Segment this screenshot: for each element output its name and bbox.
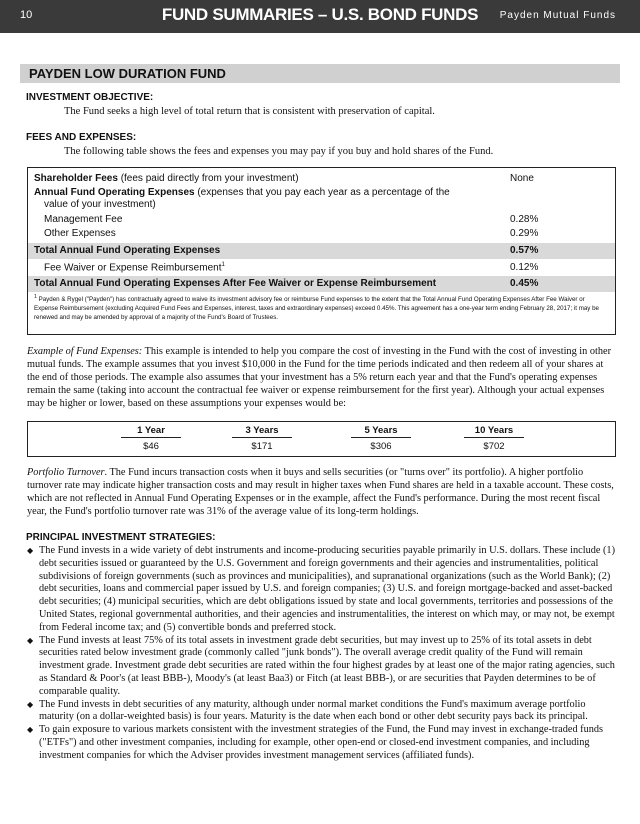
- bullet-icon: ◆: [27, 635, 34, 645]
- example-text: This example is intended to help you compare the cost of investing in the Fund with the cost of investing in other mutual funds. The example assumes that you invest $10,000 in the Fund for the time periods indicated and then redeem all of your shares at the end of those periods. The example also assumes that your investment has a 5% return each year and that the Fund's operating expenses remain the same (taking into account the contractual fee waiver or expense reimbursement for the first year). Although your actual expenses may be higher or lower, based on these assumptions your expenses would be:: [27, 346, 612, 409]
- net-expenses-value: 0.45%: [510, 278, 539, 289]
- turnover-text: . The Fund incurs transaction costs when it buys and sells securities (or "turns over" its portfolio). A higher portfolio turnover rate may indicate higher transaction costs and may result in higher taxes when Fund shares are held in a taxable account. These costs, which are not reflected in Annual Fund Operating Expenses or in the example, affect the Fund's performance. During the most recent fiscal year, the Fund's portfolio turnover rate was 31% of the average value of its long-term holdings.: [27, 467, 614, 517]
- section-title: FUND SUMMARIES – U.S. BOND FUNDS: [161, 5, 479, 24]
- turnover-lead: Portfolio Turnover: [27, 467, 105, 478]
- strategy-text: The Fund invests at least 75% of its total assets in investment grade debt securities, but may invest up to 25% of its total assets in debt securities rated below investment grade (commonly called "junk bonds"). The overall average credit quality of the Fund will remain investment grade. Investment grade debt securities are rated within the four highest grades by at least one of the major rating agencies, such as Standard & Poor's (at least BBB-), Moody's (at least Baa3) or Fitch (at least BBB-), or are securities that Payden determines to be of comparable quality.: [39, 634, 615, 697]
- example-lead: Example of Fund Expenses:: [27, 346, 143, 357]
- footnote-mark: 1: [34, 294, 37, 300]
- management-fee-label: Management Fee: [44, 214, 123, 225]
- page-number: 10: [20, 9, 33, 21]
- shareholder-fees-label: Shareholder Fees: [34, 173, 118, 184]
- annual-expenses-note-row: [28, 197, 615, 213]
- total-expenses-row: [28, 243, 615, 259]
- list-item: [27, 724, 617, 762]
- shareholder-fees-note: (fees paid directly from your investment): [117, 173, 299, 184]
- annual-expenses-label: Annual Fund Operating Expenses: [34, 187, 195, 198]
- other-expenses-label: Other Expenses: [44, 228, 116, 239]
- annual-expenses-note-cont: value of your investment): [44, 199, 156, 210]
- strategies-list: [27, 545, 617, 763]
- cost-header-10yr: 10 Years: [464, 425, 524, 438]
- other-expenses-row: [28, 226, 615, 242]
- cost-header-5yr: 5 Years: [351, 425, 411, 438]
- fee-waiver-row: [28, 260, 615, 276]
- cost-header-1yr: 1 Year: [121, 425, 181, 438]
- fees-intro: The following table shows the fees and expenses you may pay if you buy and hold shares of the Fund.: [64, 146, 494, 157]
- cost-value-1yr: $46: [143, 441, 159, 452]
- objective-heading: INVESTMENT OBJECTIVE:: [26, 92, 154, 103]
- strategy-text: The Fund invests in debt securities of any maturity, although under normal market conditions the Fund's maximum average portfolio maturity (on a dollar-weighted basis) is four years. Maturity is the date when each bond or other debt security pays back its principal.: [39, 698, 588, 723]
- fee-waiver-value: 0.12%: [510, 262, 539, 273]
- list-item: [27, 635, 617, 699]
- fee-waiver-sup: 1: [221, 262, 225, 268]
- brand-name: Payden Mutual Funds: [499, 10, 616, 21]
- net-expenses-label: Total Annual Fund Operating Expenses After Fee Waiver or Expense Reimbursement: [34, 278, 437, 289]
- shareholder-fees-value: None: [510, 173, 534, 184]
- cost-value-5yr: $306: [370, 441, 392, 452]
- other-expenses-value: 0.29%: [510, 228, 539, 239]
- portfolio-turnover: [27, 466, 615, 518]
- cost-value-3yr: $171: [251, 441, 273, 452]
- fund-title-bar: [20, 64, 620, 83]
- annual-expenses-note: (expenses that you pay each year as a percentage of the: [194, 187, 450, 198]
- cost-header-3yr: 3 Years: [232, 425, 292, 438]
- bullet-icon: ◆: [27, 725, 34, 735]
- page-header: [0, 0, 640, 33]
- objective-text: The Fund seeks a high level of total return that is consistent with preservation of capital.: [64, 106, 435, 117]
- strategy-text: The Fund invests in a wide variety of debt instruments and income-producing securities payable primarily in U.S. dollars. These include (1) debt securities issued or guaranteed by the U.S. Government and foreign governments and their agencies and instrumentalities, political subdivisions of foreign governments (such as provinces and municipalities), and supranational organizations (such as the World Bank); (2) debt securities, loans and commercial paper issued by U.S. and foreign companies; (3) U.S. and foreign mortgage-backed and asset-backed debt securities; (4) municipal securities, which are debt obligations issued by state and local governments, territories and possessions of the United States, regional governmental authorities, and their agencies and instrumentalities, the interest on which may, or may not, be exempt from Federal income tax; and (5) convertible bonds and preferred stock.: [39, 545, 616, 633]
- total-expenses-label: Total Annual Fund Operating Expenses: [34, 245, 221, 256]
- bullet-icon: ◆: [27, 699, 34, 709]
- fee-table: [27, 167, 616, 335]
- management-fee-value: 0.28%: [510, 214, 539, 225]
- fee-footnote: [34, 293, 606, 322]
- fund-title: PAYDEN LOW DURATION FUND: [29, 66, 226, 81]
- fee-waiver-label: Fee Waiver or Expense Reimbursement: [44, 262, 222, 274]
- cost-value-10yr: $702: [483, 441, 505, 452]
- strategy-text: To gain exposure to various markets consistent with the investment strategies of the Fund, the Fund may invest in exchange-traded funds ("ETFs") and other investment companies, including for example, other open-end or closed-end investment companies, and including investment companies for which the Adviser provides investment management services (affiliated funds).: [39, 724, 604, 761]
- strategies-heading: PRINCIPAL INVESTMENT STRATEGIES:: [26, 532, 216, 543]
- cost-example-table: [27, 421, 616, 457]
- net-expenses-row: [28, 276, 615, 292]
- footnote-text: Payden & Rygel ("Payden") has contractually agreed to waive its investment advisory fee or reimburse Fund expenses to the extent that the Total Annual Fund Operating Expenses After Fee Waiver or Expense Reimbursement (excluding Acquired Fund Fees and Expenses, interest, taxes and extraordinary expenses) exceed 0.45%. This agreement has a one-year term ending February 28, 2017; it may be renewed and may be amended by approval of a majority of the Fund's Board of Trustees.: [34, 296, 599, 322]
- total-expenses-value: 0.57%: [510, 245, 539, 256]
- fees-heading: FEES AND EXPENSES:: [26, 132, 137, 143]
- list-item: [27, 545, 617, 635]
- list-item: [27, 699, 617, 725]
- bullet-icon: ◆: [27, 546, 34, 555]
- expense-example: [27, 345, 615, 410]
